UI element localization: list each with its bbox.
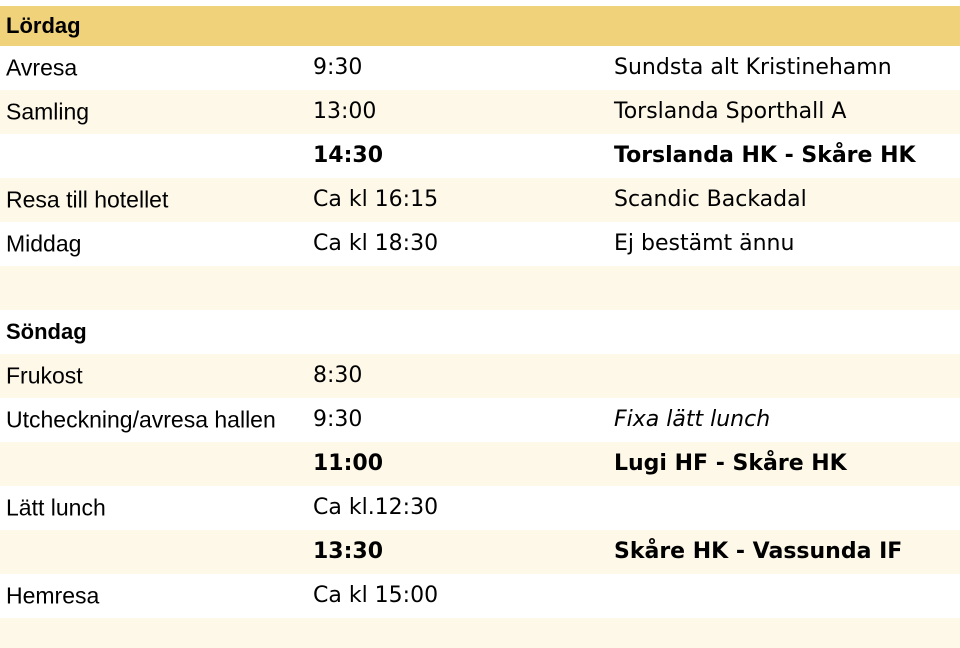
- table-row-empty: [0, 266, 960, 310]
- table-row: [0, 46, 960, 90]
- table-row-empty: [0, 618, 960, 648]
- info-cell: Scandic Backadal: [614, 187, 807, 212]
- time-cell: 8:30: [313, 363, 363, 388]
- activity-cell: Utcheckning/avresa hallen: [6, 406, 276, 433]
- time-cell: Ca kl 18:30: [313, 231, 439, 256]
- sunday-header-row: [0, 310, 960, 354]
- match-time-cell: 11:00: [313, 451, 384, 476]
- table-row-match: [0, 134, 960, 178]
- table-row: [0, 354, 960, 398]
- table-row-match: [0, 442, 960, 486]
- info-cell: Ej bestämt ännu: [614, 231, 795, 256]
- time-cell: 13:00: [313, 99, 377, 124]
- table-row: [0, 574, 960, 618]
- info-cell: Torslanda Sporthall A: [614, 99, 847, 124]
- table-row: [0, 486, 960, 530]
- table-row-match: [0, 530, 960, 574]
- activity-cell: Samling: [6, 98, 90, 125]
- schedule-table: [0, 6, 960, 648]
- sunday-title: Söndag: [6, 319, 87, 344]
- info-cell: Fixa lätt lunch: [614, 407, 771, 432]
- activity-cell: Avresa: [6, 54, 78, 81]
- time-cell: Ca kl 16:15: [313, 187, 439, 212]
- activity-cell: Frukost: [6, 362, 83, 389]
- match-time-cell: 13:30: [313, 539, 384, 564]
- table-row: [0, 398, 960, 442]
- activity-cell: Hemresa: [6, 582, 100, 609]
- saturday-header-row: [0, 6, 960, 46]
- match-cell: Lugi HF - Skåre HK: [614, 451, 847, 476]
- time-cell: 9:30: [313, 407, 363, 432]
- time-cell: Ca kl 15:00: [313, 583, 439, 608]
- match-cell: Skåre HK - Vassunda IF: [614, 539, 903, 564]
- activity-cell: Lätt lunch: [6, 494, 106, 521]
- activity-cell: Middag: [6, 230, 82, 257]
- info-cell: Sundsta alt Kristinehamn: [614, 55, 892, 80]
- saturday-title: Lördag: [6, 13, 81, 38]
- time-cell: 9:30: [313, 55, 363, 80]
- time-cell: Ca kl.12:30: [313, 495, 439, 520]
- activity-cell: Resa till hotellet: [6, 186, 169, 213]
- table-row: [0, 222, 960, 266]
- match-time-cell: 14:30: [313, 143, 384, 168]
- table-row: [0, 178, 960, 222]
- table-row: [0, 90, 960, 134]
- match-cell: Torslanda HK - Skåre HK: [614, 143, 916, 168]
